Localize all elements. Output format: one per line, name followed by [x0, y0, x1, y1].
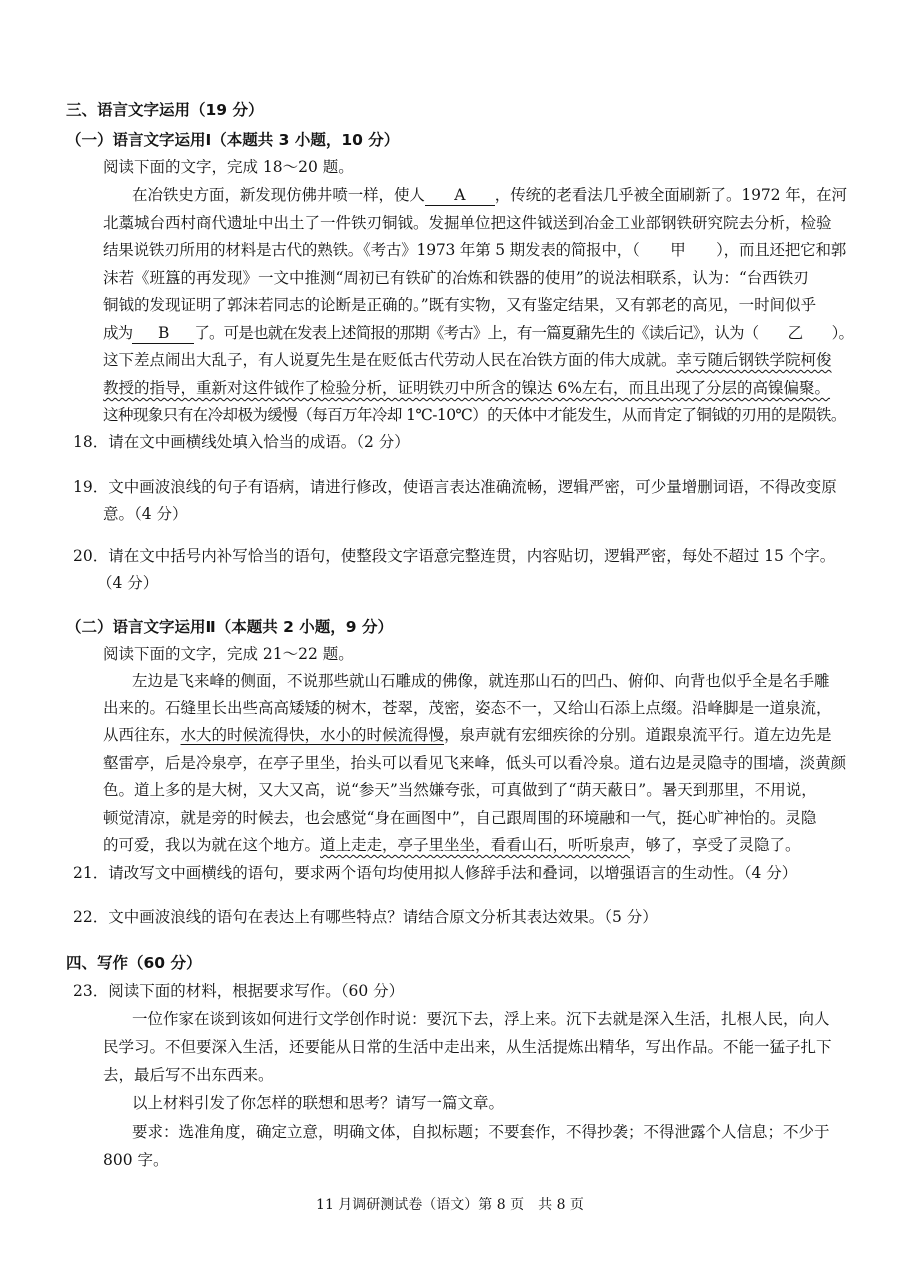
question-18: 18．请在文中画横线处填入恰当的成语。（2 分）	[73, 433, 410, 451]
wavy-sentence: 道上走走，亭子里坐坐，看看山石，听听泉声	[320, 836, 631, 854]
material-line: 一位作家在谈到该如何进行文学创作时说：要沉下去，浮上来。沉下去就是深入生活，扎根人民，向人	[132, 1010, 830, 1028]
text: 在冶铁史方面，新发现仿佛井喷一样，使人	[132, 186, 425, 204]
question-22: 22．文中画波浪线的语句在表达上有哪些特点？请结合原文分析其表达效果。（5 分）	[73, 908, 658, 926]
passage-2-line: 出来的。石缝里长出些高高矮矮的树木，苍翠，茂密，姿态不一，又给山石添上点缀。沿峰脚是一道泉流，	[103, 699, 832, 717]
requirements-line: 要求：选准角度，确定立意，明确文体，自拟标题；不要套作，不得抄袭；不得泄露个人信息；不少于	[132, 1123, 830, 1141]
passage-2-line: 顿觉清凉，就是旁的时候去，也会感觉“身在画图中”，自己跟周围的环境融和一气，挺心旷神怡的。灵隐	[103, 809, 817, 827]
part1-intro: 阅读下面的文字，完成 18～20 题。	[103, 158, 354, 176]
passage-2-line: 色。道上多的是大树，又大又高，说“参天”当然嫌夸张，可真做到了“荫天蔽日”。暑天到那里，不用说，	[103, 781, 817, 799]
blank-b: B	[132, 323, 194, 344]
question-19-cont: 意。（4 分）	[103, 505, 188, 523]
material-line: 民学习。不但要深入生活，还要能从日常的生活中走出来，从生活提炼出精华，写出作品。不能一猛子扎下	[103, 1038, 832, 1056]
passage-2-line	[103, 832, 801, 858]
part-heading-1: （一）语言文字运用Ⅰ（本题共 3 小题，10 分）	[66, 131, 400, 149]
passage-1-line: 沫若《班簋的再发现》一文中推测“周初已有铁矿的冶炼和铁器的使用”的说法相联系，认为：“台西铁刃	[103, 269, 809, 287]
text: ，传统的老看法几乎被全面刷新了。1972 年，在河	[494, 186, 847, 204]
passage-1-line: 铜钺的发现证明了郭沫若同志的论断是正确的。”既有实物，又有鉴定结果，又有郭老的高见，一时间似乎	[103, 296, 817, 314]
material-line: 去，最后写不出东西来。	[103, 1066, 274, 1084]
page-footer: 11 月调研测试卷（语文）第 8 页 共 8 页	[316, 1197, 584, 1213]
passage-2-line	[103, 722, 832, 748]
passage-1-line	[103, 320, 853, 346]
text: 的可爱，我以为就在这个地方。	[103, 836, 321, 854]
part2-intro: 阅读下面的文字，完成 21～22 题。	[103, 645, 354, 663]
text: 从西往东，	[103, 726, 181, 744]
passage-1-line: 这种现象只有在冷却极为缓慢（每百万年冷却 1℃-10℃）的天体中才能发生，从而肯定了铜钺的刃用的是陨铁。	[103, 406, 846, 424]
text: ，泉声就有宏细疾徐的分别。道跟泉流平行。道左边先是	[444, 726, 832, 744]
passage-1-line	[103, 347, 832, 373]
question-21: 21．请改写文中画横线的语句，要求两个语句均使用拟人修辞手法和叠词，以增强语言的生动性。（4 分）	[73, 864, 798, 882]
text: 这下差点闹出大乱子，有人说夏先生是在贬低古代劳动人民在冶铁方面的伟大成就。	[103, 351, 677, 369]
blank-a: A	[425, 185, 495, 206]
passage-1-line	[132, 182, 847, 208]
question-19: 19．文中画波浪线的句子有语病，请进行修改，使语言表达准确流畅，逻辑严密，可少量增删词语，不得改变原	[73, 478, 837, 496]
section-heading-3: 三、语言文字运用（19 分）	[66, 101, 264, 119]
question-23: 23．阅读下面的材料，根据要求写作。（60 分）	[73, 982, 405, 1000]
section-heading-4: 四、写作（60 分）	[66, 954, 202, 972]
prompt-line: 以上材料引发了你怎样的联想和思考？请写一篇文章。	[132, 1094, 505, 1112]
question-20-cont: （4 分）	[97, 574, 159, 592]
text: 成为	[103, 324, 133, 342]
passage-2-line: 左边是飞来峰的侧面，不说那些就山石雕成的佛像，就连那山石的凹凸、俯仰、向背也似乎全是名手雕	[132, 672, 830, 690]
passage-1-line: 结果说铁刃所用的材料是古代的熟铁。《考古》1973 年第 5 期发表的简报中，（ 甲 ），而且还把它和郭	[103, 241, 847, 259]
passage-1-line: 北藁城台西村商代遗址中出土了一件铁刃铜钺。发掘单位把这件钺送到冶金工业部钢铁研究院去分析，检验	[103, 214, 832, 232]
part-heading-2: （二）语言文字运用Ⅱ（本题共 2 小题，9 分）	[66, 618, 393, 636]
question-20: 20．请在文中括号内补写恰当的语句，使整段文字语意完整连贯，内容贴切，逻辑严密，每处不超过 15 个字。	[73, 547, 836, 565]
text: ，够了，享受了灵隐了。	[630, 836, 801, 854]
text: 了。可是也就在发表上述简报的那期《考古》上，有一篇夏鼐先生的《读后记》，认为（ 乙 ）。	[194, 324, 854, 342]
wavy-sentence: 幸亏随后钢铁学院柯俊	[676, 351, 832, 369]
underlined-sentence: 水大的时候流得快，水小的时候流得慢	[180, 726, 445, 744]
wavy-sentence: 教授的指导，重新对这件钺作了检验分析，证明铁刃中所含的镍达 6%左右，而且出现了分层的高镍偏聚。	[103, 379, 831, 397]
passage-2-line: 壑雷亭，后是冷泉亭，在亭子里坐，抬头可以看见飞来峰，低头可以看冷泉。道右边是灵隐寺的围墙，淡黄颜	[103, 754, 847, 772]
requirements-line: 800 字。	[103, 1151, 169, 1169]
